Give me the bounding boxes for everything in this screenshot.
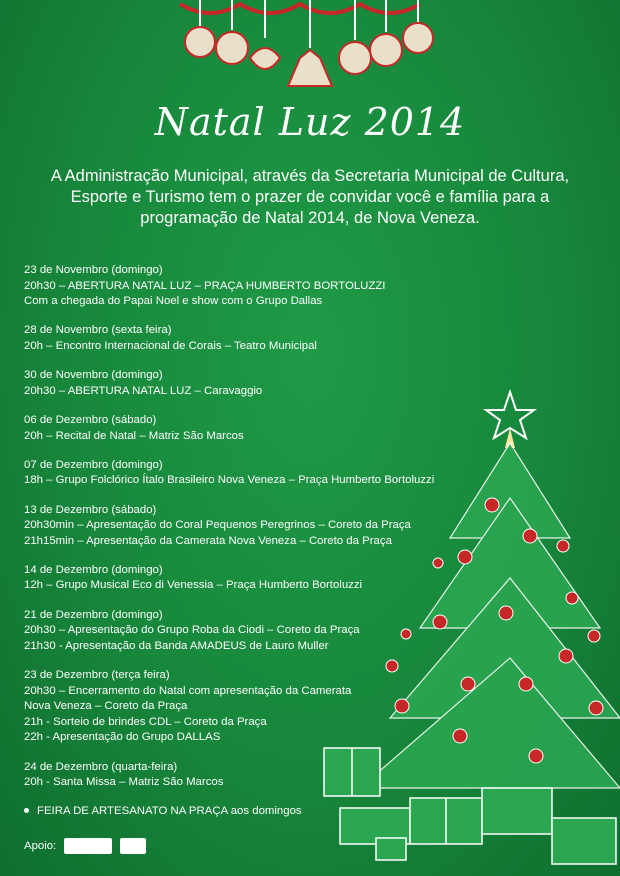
event-date: 30 de Novembro (domingo) — [24, 369, 163, 382]
feira-note — [24, 805, 302, 817]
event-detail: 18h – Grupo Folclórico Ítalo Brasileiro Nova Veneza – Praça Humberto Bortoluzzi — [24, 474, 435, 487]
apoio-section — [24, 838, 146, 854]
event-detail: 20h30 – Apresentação do Grupo Roba da Ciodi – Coreto da Praça — [24, 624, 360, 637]
event-detail: 21h - Sorteio de brindes CDL – Coreto da Praça — [24, 715, 267, 728]
nova-veneza-logo — [64, 838, 112, 854]
poster-title: Natal Luz 2014 — [154, 100, 466, 144]
bullet-icon — [24, 808, 29, 813]
event-date: 23 de Novembro (domingo) — [24, 264, 163, 276]
event-detail: 21h30 - Apresentação da Banda AMADEUS de Lauro Muller — [24, 639, 329, 652]
event-date: 06 de Dezembro (sábado) — [24, 413, 157, 426]
event-detail: 20h30min – Apresentação do Coral Pequenos Peregrinos – Coreto da Praça — [24, 519, 411, 532]
event-item — [24, 323, 444, 354]
cdl-logo — [120, 838, 146, 854]
feira-text: FEIRA DE ARTESANATO NA PRAÇA aos domingos — [37, 805, 302, 817]
event-detail: 22h - Apresentação do Grupo DALLAS — [24, 731, 221, 744]
event-date: 13 de Dezembro (sábado) — [24, 503, 157, 516]
event-item — [24, 263, 444, 310]
event-date: 14 de Dezembro (domingo) — [24, 563, 163, 576]
event-date: 24 de Dezembro (quarta-feira) — [24, 760, 178, 773]
event-date: 28 de Novembro (sexta feira) — [24, 324, 172, 337]
event-detail: 20h – Encontro Internacional de Corais – Teatro Municipal — [24, 339, 317, 352]
event-detail: 12h – Grupo Musical Eco di Venessia – Praça Humberto Bortoluzzi — [24, 579, 363, 592]
event-detail: Com a chegada do Papai Noel e show com o Grupo Dallas — [24, 295, 323, 308]
event-detail: 20h - Santa Missa – Matriz São Marcos — [24, 776, 224, 789]
event-date: 23 de Dezembro (terça feira) — [24, 669, 170, 682]
christmas-tree-illustration — [320, 388, 620, 876]
event-detail: Nova Veneza – Coreto da Praça — [24, 700, 188, 713]
event-date: 21 de Dezembro (domingo) — [24, 608, 163, 621]
event-date: 07 de Dezembro (domingo) — [24, 458, 163, 471]
event-detail: 21h15min – Apresentação da Camerata Nova Veneza – Coreto da Praça — [24, 534, 392, 547]
intro-text: A Administração Municipal, através da Secretaria Municipal de Cultura, Esporte e Turismo tem o prazer de convidar você e família para a programação de Natal 2014, de Nova Veneza. — [50, 167, 570, 227]
event-detail: 20h30 – ABERTURA NATAL LUZ – PRAÇA HUMBERTO BORTOLUZZI — [24, 279, 386, 292]
event-detail: 20h30 – Encerramento do Natal com apresentação da Camerata — [24, 684, 352, 697]
apoio-label: Apoio: — [24, 840, 57, 852]
event-detail: 20h30 – ABERTURA NATAL LUZ – Caravaggio — [24, 384, 263, 397]
hanging-ornaments — [170, 0, 450, 95]
event-detail: 20h – Recital de Natal – Matriz São Marcos — [24, 429, 244, 442]
